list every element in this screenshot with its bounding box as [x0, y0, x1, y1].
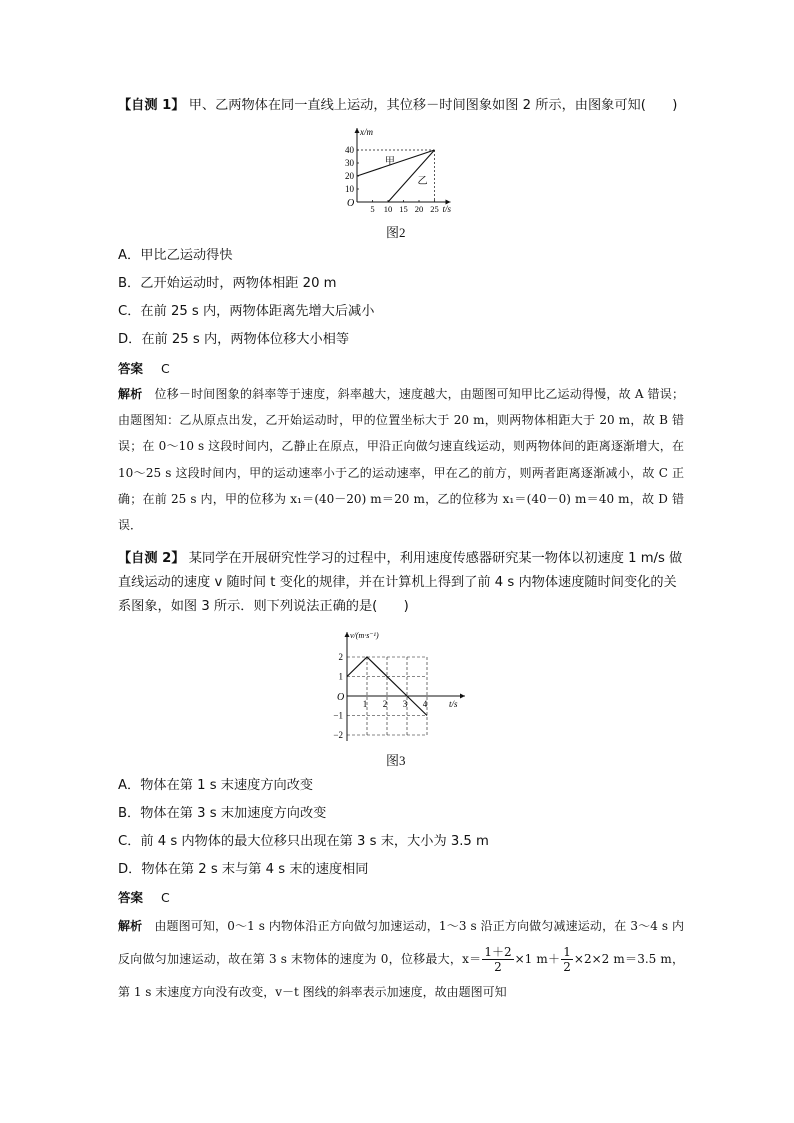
x-tick-label-3: 3 — [402, 699, 408, 709]
q2-explanation — [118, 910, 684, 1009]
q1-option-b: B．乙开始运动时，两物体相距 20 m — [118, 276, 337, 291]
q2-answer — [118, 888, 170, 906]
y-tick-label-10: 10 — [345, 184, 354, 194]
q1-answer — [118, 359, 170, 377]
fraction-1-numerator: 1＋2 — [484, 945, 512, 959]
q1-explanation-label: 解析 — [118, 387, 143, 401]
question-2-tag: 【自测 2】 — [118, 551, 185, 566]
origin-label: O — [337, 692, 345, 703]
y-tick-label-40: 40 — [345, 145, 354, 155]
fraction-2-numerator: 1 — [563, 945, 571, 959]
figure-3-caption: 图3 — [386, 753, 406, 768]
x-tick-label-15: 15 — [399, 204, 408, 214]
y-tick-label-2: 2 — [338, 652, 343, 662]
q1-answer-label: 答案 — [118, 361, 144, 376]
figure-3-vt-graph — [325, 628, 470, 746]
q2-explanation-text-2: ×1 m＋ — [514, 952, 561, 966]
y-axis-label: x/m — [360, 127, 373, 137]
x-tick-label-2: 2 — [382, 699, 388, 709]
x-tick-label-10: 10 — [383, 204, 393, 214]
figure-2-xt-graph — [335, 126, 465, 216]
question-1-text: 甲、乙两物体在同一直线上运动，其位移－时间图象如图 2 所示，由图象可知( ) — [188, 98, 678, 113]
q1-explanation-text: 位移－时间图象的斜率等于速度，斜率越大，速度越大，由题图可知甲比乙运动得慢，故 A 错误；由题图知：乙从原点出发，乙开始运动时，甲的位置坐标大于 20 m，则两物体相距大于 20 m，故 B 错误；在 0～10 s 这段时间内，乙静止在原点，甲沿正向做匀速直线运动，则两物体间的距离逐渐增大，在 10～25 s 这段时间内，甲的运动速率小于乙的运动速率，甲在乙的前方，则两者距离逐渐减小，故 C 正确；在前 25 s 内，甲的位移为 x₁＝(40－20) m＝20 m，乙的位移为 x₁＝(40－0) m＝40 m，故 D 错误． — [118, 387, 684, 533]
question-2-text: 某同学在开展研究性学习的过程中，利用速度传感器研究某一物体以初速度 1 m/s 做直线运动的速度 v 随时间 t 变化的规律，并在计算机上得到了前 4 s 内物体速度随时间变化的关系图象，如图 3 所示．则下列说法正确的是( ) — [118, 551, 683, 614]
y-tick-label-20: 20 — [345, 171, 354, 181]
fraction-1-denominator: 2 — [494, 960, 502, 974]
x-axis-arrow — [460, 694, 465, 699]
y-tick-label-30: 30 — [345, 158, 354, 168]
y-tick-label-1: 1 — [338, 671, 343, 682]
figure-2-caption: 图2 — [386, 225, 406, 240]
x-axis-label: t/s — [442, 204, 452, 214]
q2-option-d: D．物体在第 2 s 末与第 4 s 末的速度相同 — [118, 862, 369, 877]
series-label-yi: 乙 — [417, 175, 428, 187]
origin-label: O — [347, 198, 355, 209]
y-tick-label-neg2: −2 — [333, 730, 343, 740]
q2-explanation-text-3: ×2×2 m＝3.5 m，第 1 s 末速度方向没有改变，v－t 图线的斜率表示加速度，故由题图可知 — [118, 952, 684, 999]
question-1-stem — [118, 94, 678, 118]
x-tick-label-25: 25 — [430, 204, 439, 214]
fraction-2-denominator: 2 — [563, 960, 571, 974]
q2-answer-label: 答案 — [118, 890, 144, 905]
q1-option-d: D．在前 25 s 内，两物体位移大小相等 — [118, 332, 350, 347]
question-1-tag: 【自测 1】 — [118, 98, 185, 113]
question-2-stem — [118, 547, 684, 619]
y-axis-arrow — [345, 632, 350, 637]
q1-explanation — [118, 381, 684, 538]
series-label-jia: 甲 — [384, 156, 395, 168]
y-tick-label-neg1: −1 — [333, 710, 343, 721]
x-axis-label: t/s — [449, 699, 458, 709]
y-axis-label: v/(m·s⁻¹) — [350, 631, 379, 640]
fraction-1 — [482, 945, 513, 974]
x-tick-label-5: 5 — [370, 204, 375, 214]
q2-option-a: A．物体在第 1 s 末速度方向改变 — [118, 778, 314, 793]
q2-explanation-text-1: 由题图可知，0～1 s 内物体沿正方向做匀加速运动，1～3 s 沿正方向做匀减速运动，在 3～4 s 内反向做匀加速运动，故在第 3 s 末物体的速度为 0，位移最大，x＝ — [118, 919, 684, 966]
x-tick-label-20: 20 — [414, 204, 424, 214]
q2-explanation-label: 解析 — [118, 919, 143, 933]
x-tick-label-4: 4 — [422, 699, 428, 709]
q2-option-c: C．前 4 s 内物体的最大位移只出现在第 3 s 末，大小为 3.5 m — [118, 834, 489, 849]
q1-option-c: C．在前 25 s 内，两物体距离先增大后减小 — [118, 304, 375, 319]
x-tick-label-1: 1 — [362, 699, 368, 709]
fraction-2 — [561, 945, 573, 974]
q2-option-b: B．物体在第 3 s 末加速度方向改变 — [118, 806, 327, 821]
y-axis-arrow — [355, 128, 360, 133]
q2-answer-value: C — [161, 890, 170, 905]
q1-option-a: A．甲比乙运动得快 — [118, 248, 233, 263]
q1-answer-value: C — [161, 361, 170, 376]
